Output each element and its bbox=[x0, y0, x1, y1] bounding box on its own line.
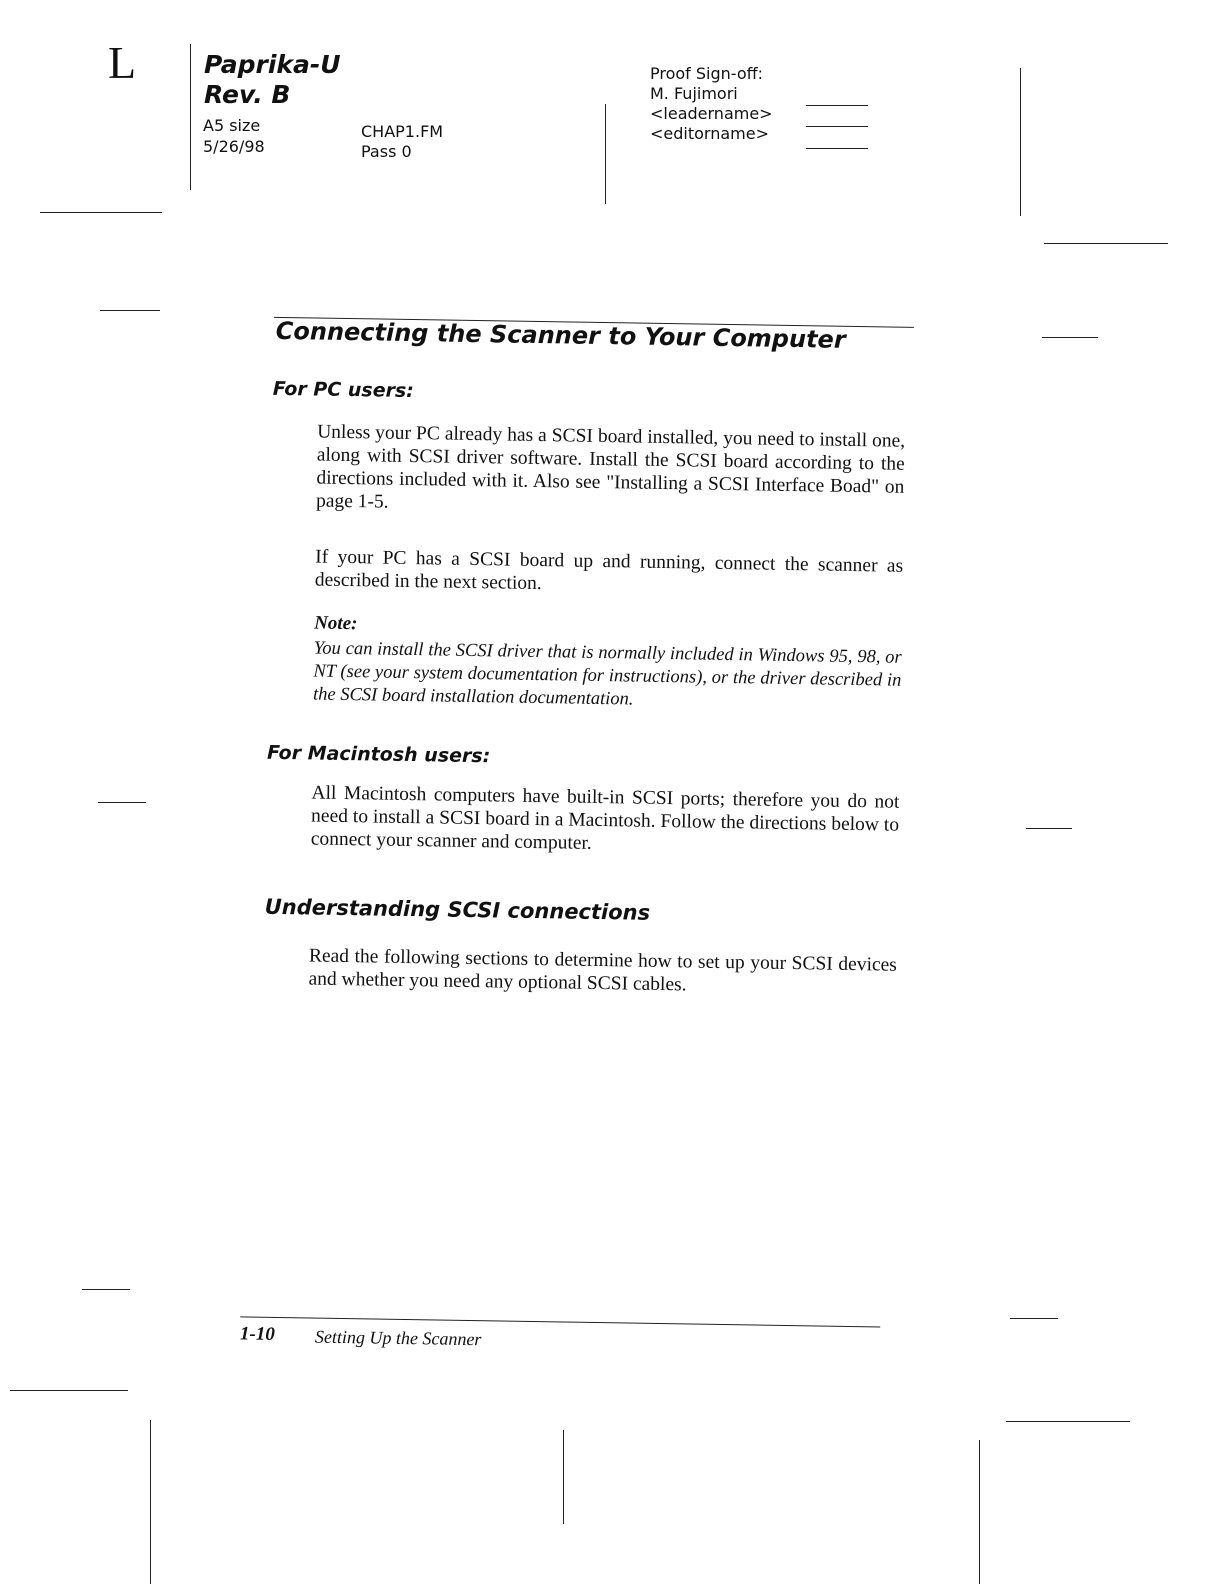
file-name: CHAP1.FM bbox=[361, 122, 444, 141]
pc-paragraph-1: Unless your PC already has a SCSI board installed, you need to install one, along with SCSI driver software. Install the SCSI board according to the directions included with it. Also see "Installing a SCSI Interface Boad" on page 1-5. bbox=[315, 421, 906, 513]
note-text: You can install the SCSI driver that is normally included in Windows 95, 98, or NT (see your system documentation for instructions), or the driver described in the SCSI board installation documentation. bbox=[312, 638, 902, 710]
pass-number: Pass 0 bbox=[361, 142, 412, 161]
signoff-title: Proof Sign-off: bbox=[650, 64, 764, 83]
footer-rule bbox=[240, 1316, 880, 1327]
chapter-title: Setting Up the Scanner bbox=[314, 1326, 482, 1350]
document-name: Paprika-U bbox=[204, 50, 341, 79]
revision: Rev. B bbox=[204, 80, 291, 109]
scsi-paragraph: Read the following sections to determine how to set up your SCSI devices and whether you need any optional SCSI cables. bbox=[308, 945, 898, 996]
pc-paragraph-2: If your PC has a SCSI board up and running, connect the scanner as described in the next section. bbox=[314, 546, 904, 595]
page-size: A5 size bbox=[203, 116, 261, 135]
page-number: 1-10 bbox=[239, 1323, 275, 1345]
corner-mark: L bbox=[108, 37, 137, 88]
note-label: Note: bbox=[314, 612, 358, 635]
scsi-heading: Understanding SCSI connections bbox=[264, 894, 651, 925]
signoff-name: M. Fujimori bbox=[650, 84, 738, 103]
signoff-name: <leadername> bbox=[650, 104, 773, 123]
signoff-name: <editorname> bbox=[650, 124, 769, 143]
page-title: Connecting the Scanner to Your Computer bbox=[275, 316, 846, 354]
pc-heading: For PC users: bbox=[272, 377, 415, 403]
mac-heading: For Macintosh users: bbox=[266, 741, 491, 768]
proof-date: 5/26/98 bbox=[203, 137, 265, 156]
mac-paragraph: All Macintosh computers have built-in SCSI ports; therefore you do not need to install a SCSI board in a Macintosh. Follow the directions below to connect your scanner and computer. bbox=[310, 782, 900, 854]
